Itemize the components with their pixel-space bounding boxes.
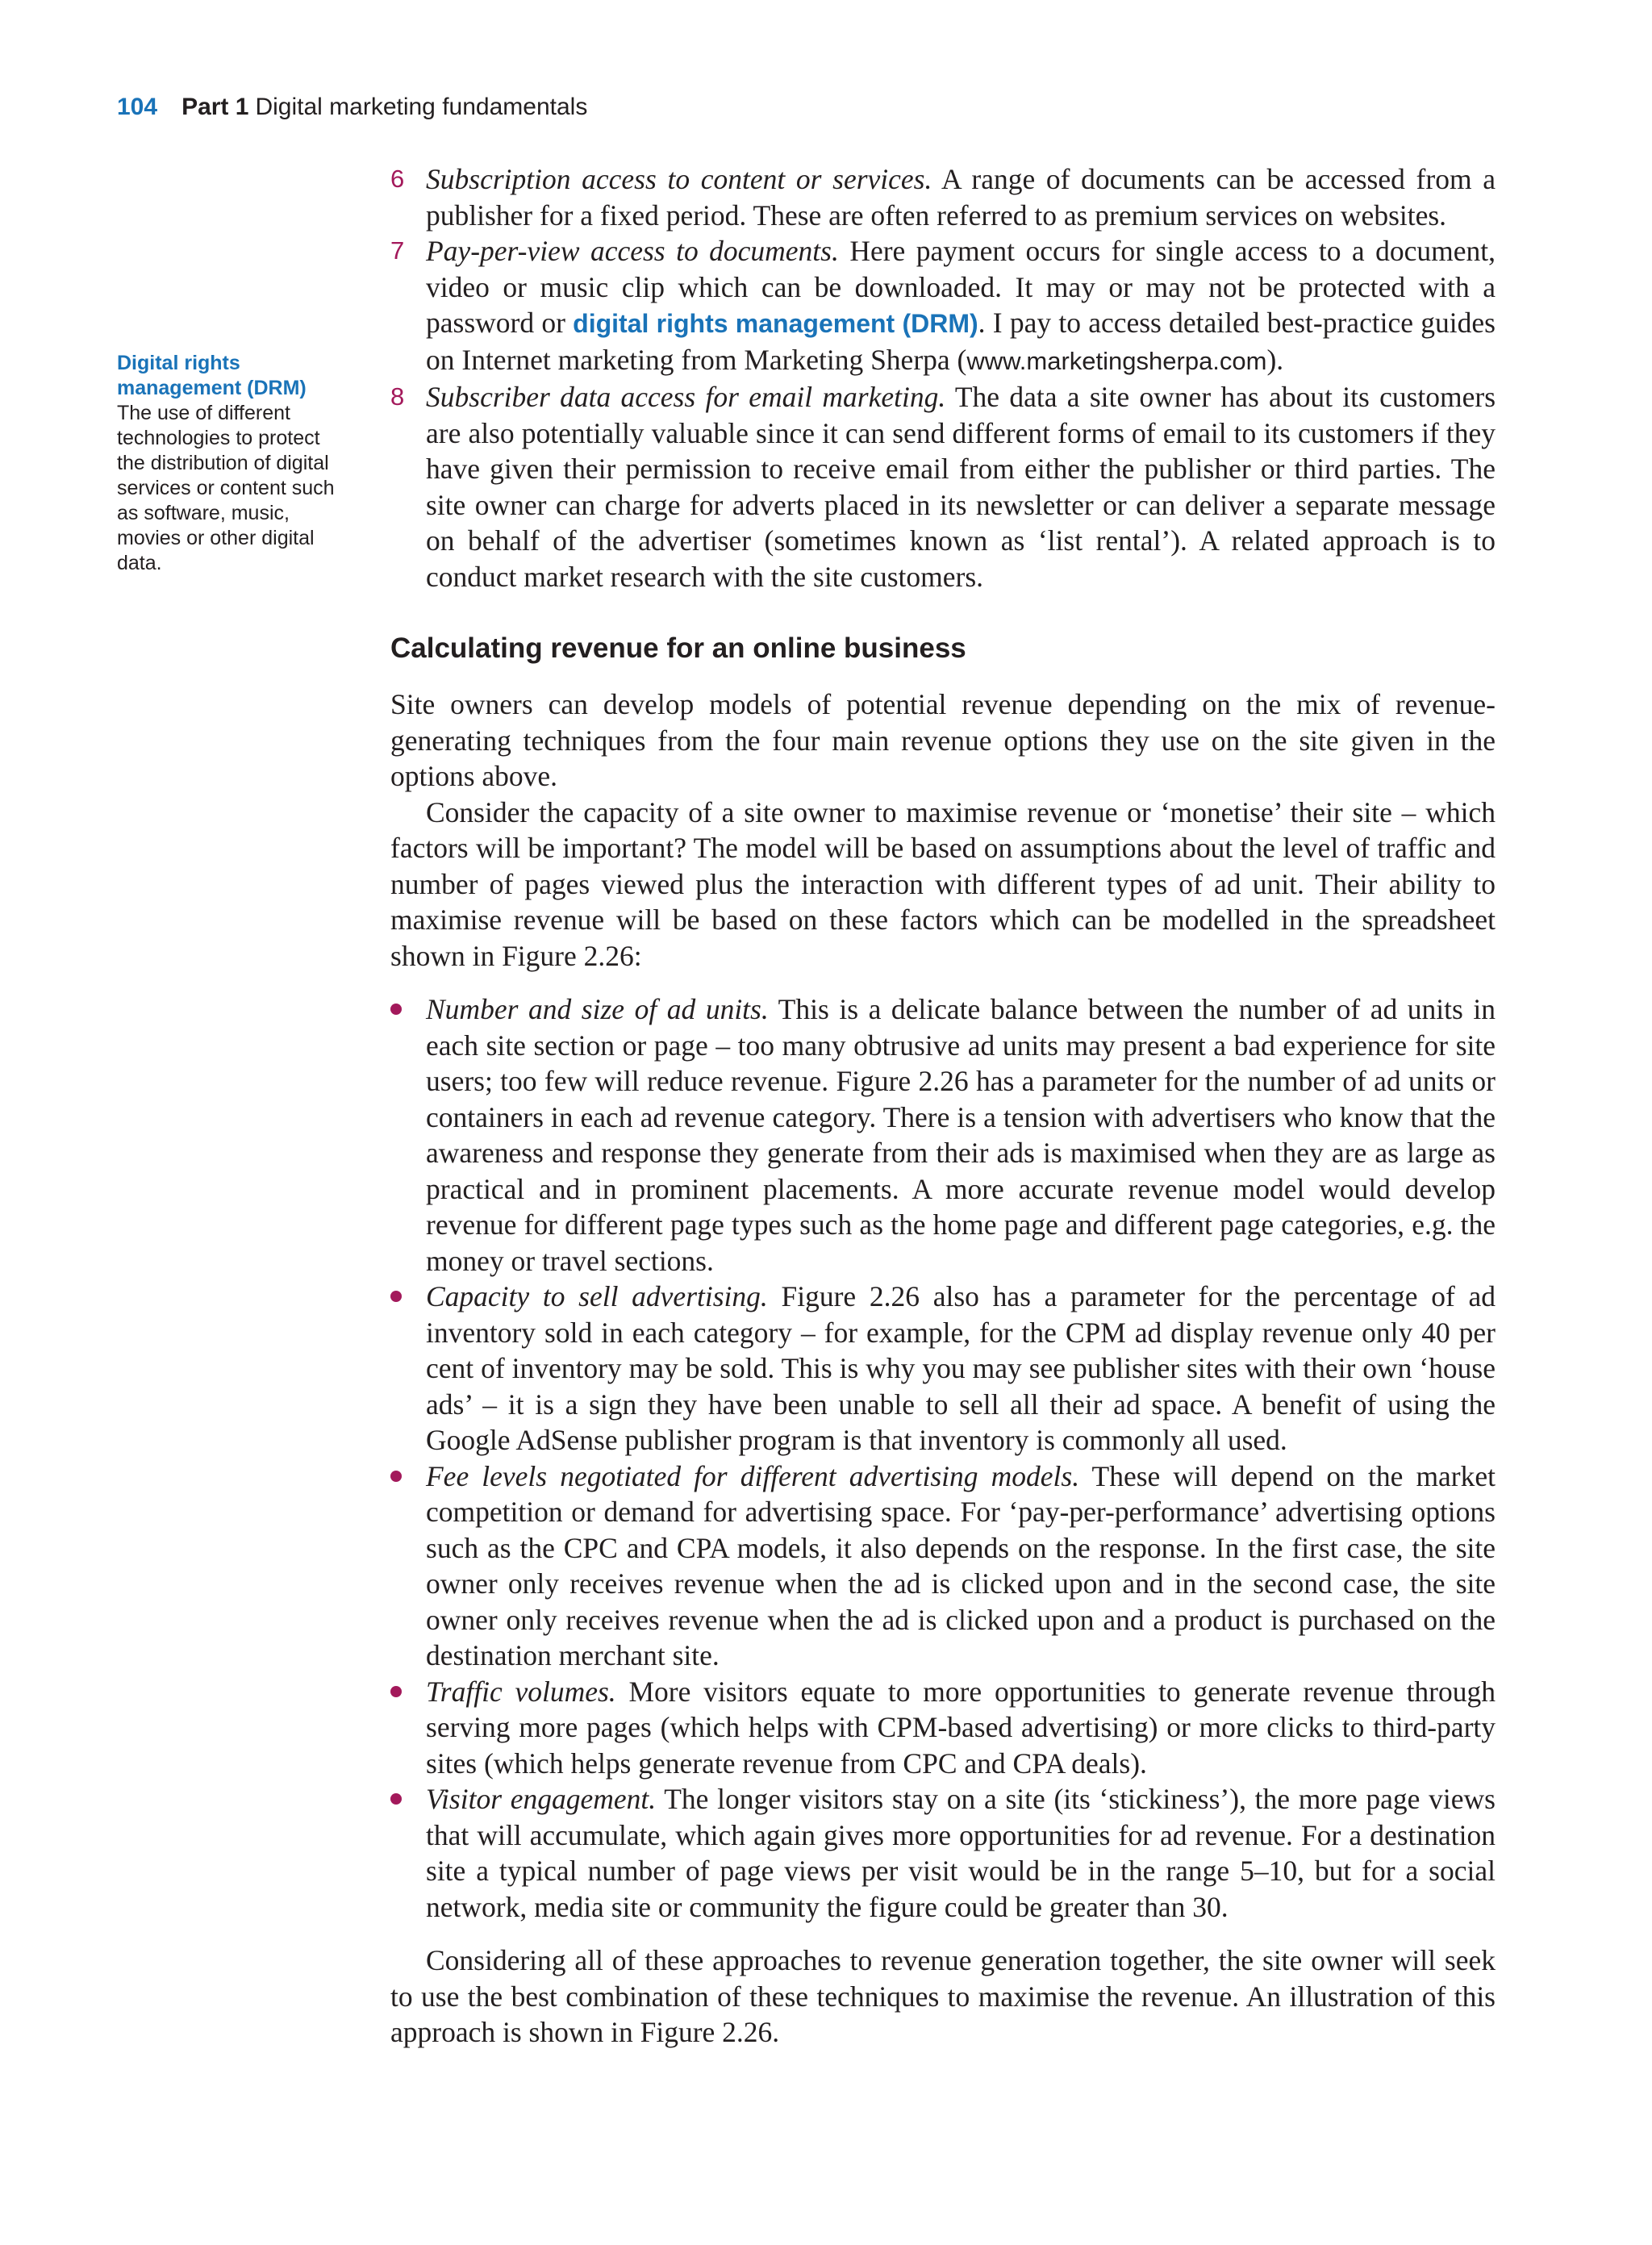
bullet-text: These will depend on the market competition or demand for advertising space. For ‘pay-per-performance’ advertising options such as the CPC and CPA models, it also depends on the response. In the first case, the site owner only receives revenue when the ad is clicked upon and in the second case, the site owner only receives revenue when the ad is clicked upon and a product is purchased on the destination merchant site.	[426, 1459, 1496, 1671]
bullet-title: Fee levels negotiated for different advertising models.	[426, 1459, 1080, 1492]
bullet-dot-icon	[390, 1793, 402, 1805]
item-title: Subscription access to content or services.	[426, 163, 932, 195]
numbered-item-8	[390, 379, 1496, 595]
paragraph: Site owners can develop models of potential revenue depending on the mix of revenue-generating techniques from the four main revenue options they use on the site given in the options above.	[390, 688, 1496, 792]
bullet-title: Visitor engagement.	[426, 1783, 657, 1815]
bullet-item	[390, 1279, 1496, 1458]
margin-glossary	[117, 351, 351, 576]
glossary-term: Digital rights management (DRM)	[117, 352, 307, 399]
bullet-title: Traffic volumes.	[426, 1675, 616, 1708]
item-number: 7	[390, 236, 405, 265]
bullet-text: More visitors equate to more opportunities to generate revenue through serving more pages (which helps with CPM-based advertising) or more clicks to third-party sites (which helps generate revenue from CPC and CPA deals).	[426, 1675, 1496, 1780]
bullet-dot-icon	[390, 1004, 402, 1015]
bullet-text: Figure 2.26 also has a parameter for the percentage of ad inventory sold in each category – for example, for the CPM ad display revenue only 40 per cent of inventory may be sold. This is why you may see publisher sites with their own ‘house ads’ – it is a sign they have been unable to sell all their ad space. A benefit of using the Google AdSense publisher program is that inventory is commonly all used.	[426, 1280, 1496, 1456]
bullet-dot-icon	[390, 1291, 402, 1302]
item-title: Pay-per-view access to documents.	[426, 235, 839, 267]
bullet-item	[390, 1674, 1496, 1782]
paragraph: Consider the capacity of a site owner to maximise revenue or ‘monetise’ their site – which factors will be important? The model will be based on assumptions about the level of traffic and number of pages viewed plus the interaction with different types of ad unit. Their ability to maximise revenue will be based on these factors which can be modelled in the spreadsheet shown in Figure 2.26:	[390, 795, 1496, 972]
item-number: 6	[390, 165, 405, 193]
bullet-dot-icon	[390, 1471, 402, 1482]
bullet-item	[390, 1458, 1496, 1674]
bullet-dot-icon	[390, 1686, 402, 1697]
glossary-definition: The use of different technologies to protect the distribution of digital services or content such as software, music, movies or other digital data.	[117, 402, 335, 574]
item-title: Subscriber data access for email marketing.	[426, 381, 946, 413]
closing-paragraph: Considering all of these approaches to revenue generation together, the site owner will seek to use the best combination of these techniques to maximise the revenue. An illustration of this approach is shown in Figure 2.26.	[390, 1944, 1496, 2048]
bullet-title: Capacity to sell advertising.	[426, 1280, 768, 1312]
bullet-text: This is a delicate balance between the number of ad units in each site section or page – too many obtrusive ad units may present a bad experience for site users; too few will reduce revenue. Figure 2.26 has a parameter for the number of ad units or containers in each ad revenue category. There is a tension with advertisers who know that the awareness and response they generate from their ads is maximised when they are as large as practical and in prominent placements. A more accurate revenue model would develop revenue for different page types such as the home page and different page categories, e.g. the money or travel sections.	[426, 993, 1496, 1277]
page-number: 104	[117, 94, 158, 120]
numbered-item-6	[390, 161, 1496, 233]
running-header	[117, 94, 587, 126]
part-label: Part 1	[181, 94, 249, 120]
item-text: A range of documents can be accessed from a publisher for a fixed period. These are often referred to as premium services on websites.	[426, 163, 1496, 232]
bullet-item	[390, 1781, 1496, 1925]
numbered-item-7	[390, 233, 1496, 379]
part-title: Digital marketing fundamentals	[255, 94, 588, 120]
bullet-title: Number and size of ad units.	[426, 993, 769, 1025]
section-heading: Calculating revenue for an online business	[390, 632, 966, 664]
drm-keyword-link[interactable]: digital rights management (DRM)	[573, 309, 978, 338]
item-number: 8	[390, 382, 405, 411]
marketingsherpa-link[interactable]: www.marketingsherpa.com	[966, 346, 1267, 375]
bullet-text: The longer visitors stay on a site (its ‘stickiness’), the more page views that will accumulate, which again gives more opportunities for ad revenue. For a destination site a typical number of page views per visit would be in the range 5–10, but for a social network, media site or community the figure could be greater than 30.	[426, 1783, 1496, 1923]
item-text: The data a site owner has about its customers are also potentially valuable since it can send different forms of email to its customers if they have given their permission to receive email from either the publisher or third parties. The site owner can charge for adverts placed in its newsletter or can deliver a separate message on behalf of the advertiser (sometimes known as ‘list rental’). A related approach is to conduct market research with the site customers.	[426, 381, 1496, 593]
body-text	[390, 161, 1496, 2051]
item-text: Here payment occurs for single access to a document, video or music clip which can be downloaded. It may or may not be protected with a password or	[426, 235, 1496, 339]
item-text: . I pay to access detailed best-practice guides on Internet marketing from Marketing Sherpa (	[426, 307, 1496, 376]
item-text: ).	[1266, 343, 1284, 376]
bullet-item	[390, 991, 1496, 1279]
